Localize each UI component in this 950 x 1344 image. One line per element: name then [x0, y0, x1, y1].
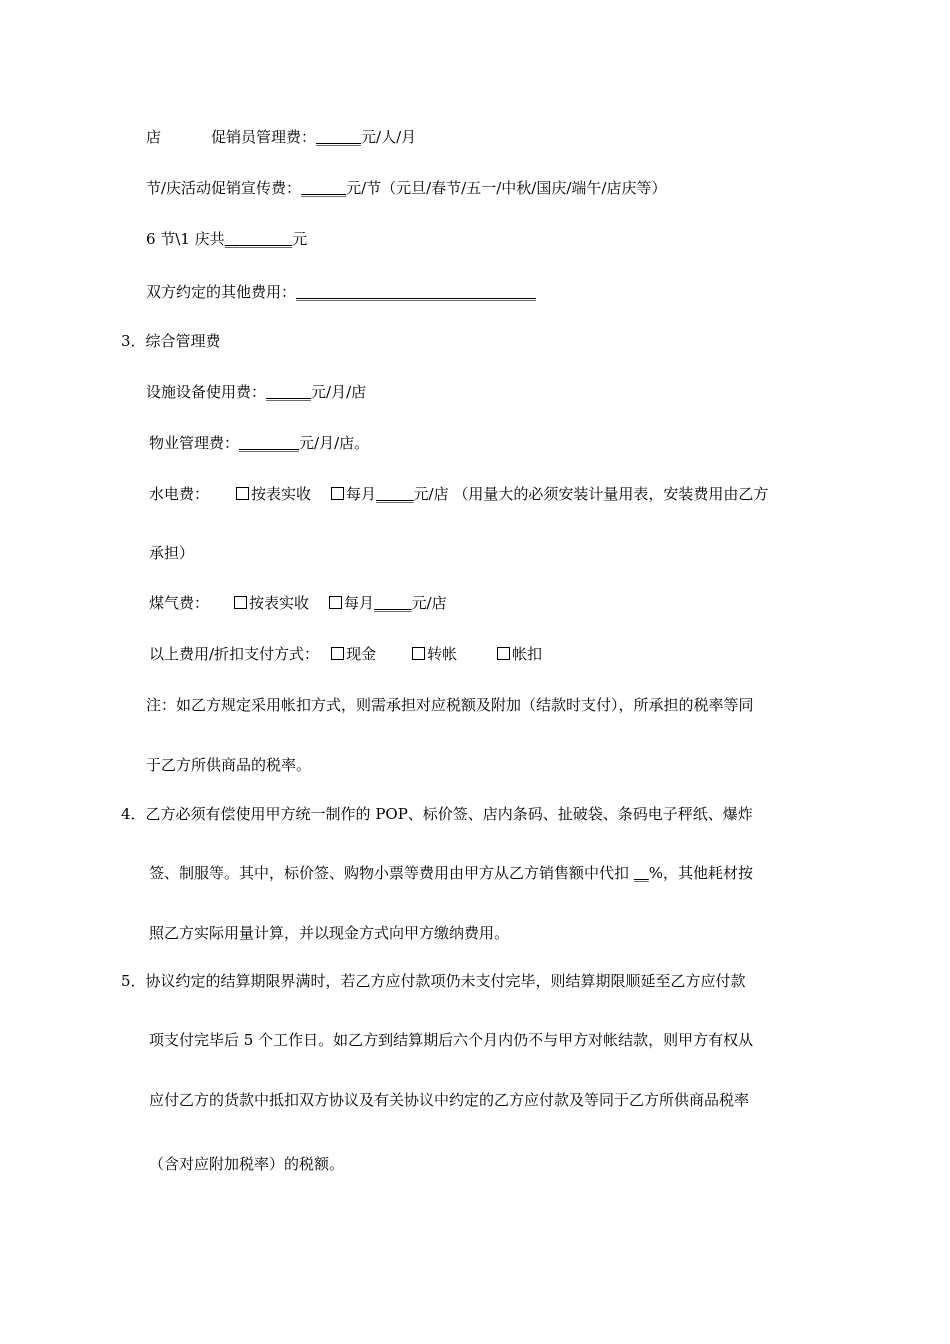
festival-fee-blank[interactable]: ______ [301, 179, 347, 197]
section-3-heading [121, 331, 221, 351]
note-line-1 [146, 695, 754, 715]
gas-fee-line [149, 593, 447, 613]
other-fee-line [146, 282, 536, 302]
payment-method-line [149, 644, 542, 664]
facility-fee-line [146, 382, 366, 402]
section-3-number: 3． [121, 332, 146, 350]
utility-fee-cont [149, 543, 194, 563]
gas-metered-label: 按表实收 [249, 594, 310, 612]
payment-cash-label: 现金 [346, 645, 377, 663]
gas-fee-unit: 元/店 [411, 594, 447, 612]
section-4-text-2b: %，其他耗材按 [648, 864, 754, 882]
utility-monthly-blank[interactable]: _____ [376, 485, 414, 503]
section-4-number: 4． [121, 805, 146, 823]
section-5-text-2: 项支付完毕后 5 个工作日。如乙方到结算期后六个月内仍不与甲方对帐结款，则甲方有权从 [149, 1031, 754, 1049]
utility-monthly-label: 每月 [346, 485, 377, 503]
payment-method-label: 以上费用/折扣支付方式： [149, 645, 320, 663]
section-3-title: 综合管理费 [145, 332, 221, 350]
festival-fee-line [146, 178, 666, 198]
utility-metered-label: 按表实收 [251, 485, 312, 503]
promoter-fee-line [146, 127, 416, 147]
gas-monthly-label: 每月 [344, 594, 375, 612]
section-5-number: 5． [121, 972, 146, 990]
section-5-text-1: 协议约定的结算期限界满时，若乙方应付款项仍未支付完毕，则结算期限顺延至乙方应付款 [145, 972, 746, 990]
gas-monthly-checkbox[interactable] [329, 596, 342, 609]
payment-transfer-label: 转帐 [427, 645, 458, 663]
section-4-text-3: 照乙方实际用量计算，并以现金方式向甲方缴纳费用。 [149, 924, 510, 942]
festival-fee-label: 节/庆活动促销宣传费： [146, 179, 302, 197]
festival-fee-unit: 元/节（元旦/春节/五一/中秋/国庆/端午/店庆等） [346, 179, 667, 197]
section-4-text-1: 乙方必须有偿使用甲方统一制作的 POP、标价签、店内条码、扯破袋、条码电子秤纸、爆炸 [145, 805, 753, 823]
property-fee-blank[interactable]: ________ [239, 434, 300, 452]
note-line-2 [146, 755, 311, 775]
property-fee-label: 物业管理费： [149, 434, 240, 452]
facility-fee-blank[interactable]: ______ [266, 383, 312, 401]
payment-deduct-checkbox[interactable] [497, 647, 510, 660]
festival-total-blank[interactable]: _________ [224, 230, 293, 248]
section-4-percent-blank[interactable]: __ [633, 864, 649, 882]
property-fee-unit: 元/月/店。 [299, 434, 370, 452]
utility-metered-checkbox[interactable] [236, 487, 249, 500]
section-5-line-1 [121, 971, 746, 991]
gas-metered-checkbox[interactable] [234, 596, 247, 609]
utility-monthly-checkbox[interactable] [331, 487, 344, 500]
payment-cash-checkbox[interactable] [331, 647, 344, 660]
section-4-line-3 [149, 923, 509, 943]
section-4-line-1 [121, 804, 753, 824]
payment-transfer-checkbox[interactable] [412, 647, 425, 660]
note-text-2: 于乙方所供商品的税率。 [146, 756, 312, 774]
section-5-line-2 [149, 1030, 753, 1050]
section-4-line-2 [149, 863, 753, 883]
other-fee-label: 双方约定的其他费用： [146, 283, 297, 301]
gas-monthly-blank[interactable]: _____ [374, 594, 412, 612]
festival-total-label: 6 节\1 庆共 [146, 230, 225, 248]
property-fee-line [149, 433, 369, 453]
section-5-line-4 [149, 1154, 344, 1174]
utility-fee-cont-text: 承担） [149, 544, 195, 562]
gas-fee-label: 煤气费： [149, 594, 210, 612]
festival-total-line [146, 229, 307, 249]
utility-fee-label: 水电费： [149, 485, 210, 503]
section-5-text-3: 应付乙方的货款中抵扣双方协议及有关协议中约定的乙方应付款及等同于乙方所供商品税率 [149, 1091, 750, 1109]
section-4-text-2a: 签、制服等。其中，标价签、购物小票等费用由甲方从乙方销售额中代扣 [149, 864, 634, 882]
other-fee-blank[interactable]: ________________________________ [296, 283, 537, 301]
store-label: 店 [146, 128, 162, 146]
utility-fee-line [149, 484, 768, 504]
festival-total-unit: 元 [292, 230, 308, 248]
facility-fee-unit: 元/月/店 [311, 383, 367, 401]
promoter-fee-label: 促销员管理费： [211, 128, 317, 146]
section-5-text-4: （含对应附加税率）的税额。 [149, 1155, 345, 1173]
section-5-line-3 [149, 1090, 749, 1110]
facility-fee-label: 设施设备使用费： [146, 383, 267, 401]
promoter-fee-blank[interactable]: ______ [316, 128, 362, 146]
note-text-1: 注：如乙方规定采用帐扣方式，则需承担对应税额及附加（结款时支付），所承担的税率等同 [146, 696, 754, 714]
utility-fee-unit: 元/店 （用量大的必须安装计量用表，安装费用由乙方 [413, 485, 769, 503]
payment-deduct-label: 帐扣 [512, 645, 543, 663]
promoter-fee-unit: 元/人/月 [361, 128, 417, 146]
